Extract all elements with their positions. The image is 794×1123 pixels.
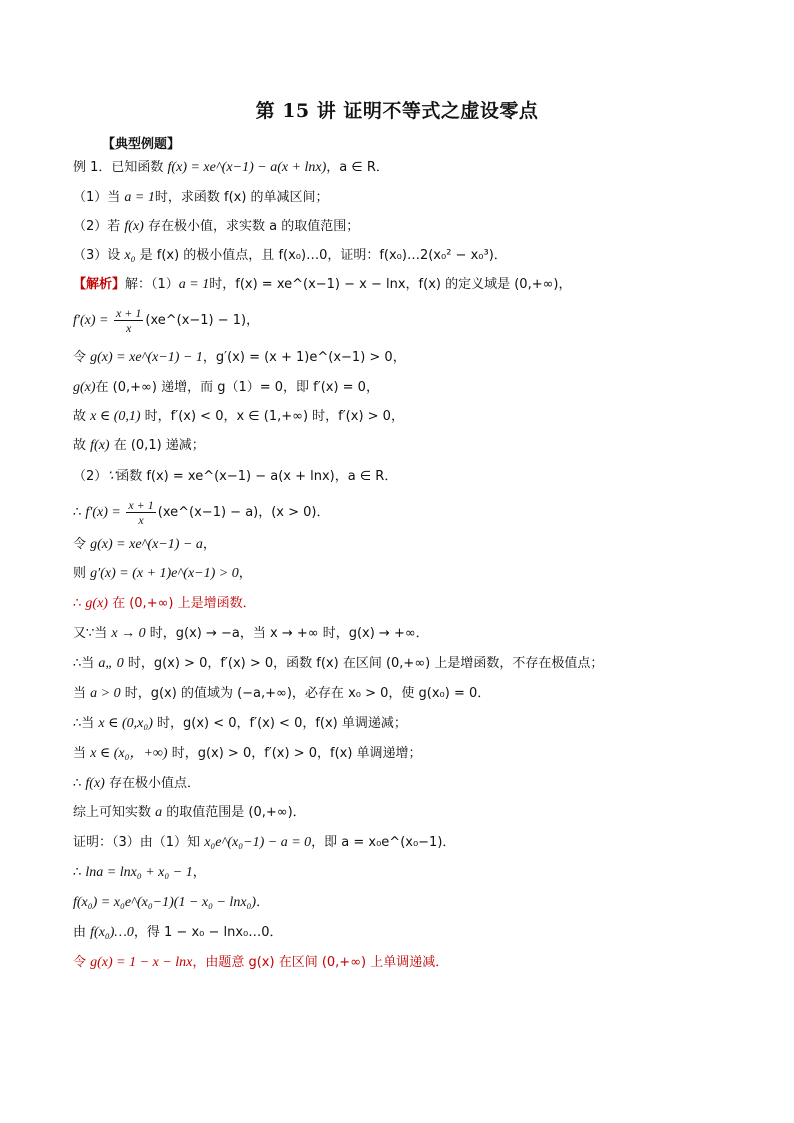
line-text: 综上可知实数: [73, 805, 156, 820]
line-text: 当: [73, 686, 91, 701]
solution-line: [73, 833, 763, 853]
solution-line: [73, 803, 763, 823]
solution-line: [73, 624, 763, 644]
analysis-label: 【解析】: [73, 277, 126, 292]
line-rest: 的取值范围是 (0,+∞)．: [162, 805, 306, 820]
line-rest: ，得 1 − x₀ − lnx₀…0．: [133, 925, 283, 940]
line-rest: 时，g(x) > 0，f′(x) > 0，函数 f(x) 在区间 (0,+∞) 上是增函数，不存在极值点；: [123, 656, 604, 671]
line-rest: ，: [238, 566, 252, 581]
solution-line: [73, 893, 763, 913]
line-text: ∴: [73, 596, 86, 611]
line-rest: 函数 f(x) = xe^(x−1) − a(x + lnx)，a ∈ R．: [116, 469, 398, 484]
fraction-numerator: x + 1: [128, 498, 154, 512]
math-expression: g′(x) = (x + 1)e^(x−1) > 0: [90, 566, 239, 581]
line-rest: 时，f(x) = xe^(x−1) − x − lnx，f(x) 的定义域是 (0,+∞)，: [209, 277, 572, 292]
line-text: ∴当: [73, 716, 99, 731]
solution-line: [73, 564, 763, 584]
math-expression: f(x): [90, 438, 110, 453]
line-text: 又∵当: [73, 626, 112, 641]
line-rest: ，由题意 g(x) 在区间 (0,+∞) 上单调递减．: [192, 955, 449, 970]
math-expression: x ∈ (0,1): [90, 409, 141, 424]
line-rest: 在 (0,+∞) 上是增函数．: [107, 596, 256, 611]
math-expression: f(x): [85, 776, 105, 791]
math-expression: g(x): [85, 596, 108, 611]
line-rest: (xe^(x−1) − a)，(x > 0)．: [157, 505, 330, 520]
solution-line: [73, 467, 763, 487]
math-expression: x → 0: [111, 626, 146, 641]
math-expression: a = 1: [178, 277, 210, 292]
line-text: （1）当: [73, 190, 125, 205]
solution-line: [73, 217, 763, 237]
line-text: ∴: [73, 776, 86, 791]
line-text: 令: [73, 350, 91, 365]
solution-line: [73, 306, 763, 335]
solution-line: [73, 498, 763, 527]
fraction: [114, 306, 143, 335]
math-expression: a„ 0: [98, 656, 124, 671]
line-rest: (xe^(x−1) − 1)，: [145, 313, 260, 328]
line-rest: ，g′(x) = (x + 1)e^(x−1) > 0，: [202, 350, 406, 365]
line-text: 令: [73, 955, 91, 970]
fraction: [126, 498, 155, 527]
math-expression: x ∈ (0,x₀): [98, 716, 153, 731]
line-text: （3）设: [73, 248, 125, 263]
math-expression: f(x) = xe^(x−1) − a(x + lnx): [167, 160, 327, 175]
line-text: 例 1．已知函数: [73, 160, 168, 175]
line-text: 令: [73, 537, 91, 552]
solution-line: [73, 275, 763, 295]
math-expression: x₀: [124, 248, 136, 263]
math-expression: x₀e^(x₀−1) − a = 0: [204, 835, 312, 850]
solution-line: [73, 378, 763, 398]
math-expression: a: [155, 805, 163, 820]
line-text: 当: [73, 746, 91, 761]
math-expression: f(x₀) = x₀e^(x₀−1)(1 − x₀ − lnx₀): [73, 895, 257, 910]
math-expression: g(x) = 1 − x − lnx: [90, 955, 193, 970]
line-text: ∴: [73, 865, 86, 880]
line-text: 故: [73, 438, 91, 453]
math-expression: a = 1: [124, 190, 155, 205]
fraction-denominator: x: [138, 513, 144, 527]
line-rest: ，: [192, 865, 206, 880]
solution-line: [73, 654, 763, 674]
math-expression: a > 0: [90, 686, 121, 701]
solution-line: [73, 158, 763, 178]
line-rest: ，即 a = x₀e^(x₀−1)．: [311, 835, 456, 850]
section-heading: 【典型例题】: [102, 137, 181, 152]
solution-line: [73, 246, 763, 266]
page-title: 第 15 讲 证明不等式之虚设零点: [255, 100, 539, 122]
solution-line: [73, 684, 763, 704]
line-rest: 时，g(x) → −a，当 x → +∞ 时，g(x) → +∞．: [145, 626, 429, 641]
line-rest: ，a ∈ R．: [326, 160, 389, 175]
line-rest: 存在极小值，求实数 a 的取值范围；: [143, 219, 360, 234]
line-rest: 时，g(x) > 0，f′(x) > 0，f(x) 单调递增；: [167, 746, 422, 761]
solution-line: [73, 348, 763, 368]
math-expression: g(x) = xe^(x−1) − a: [90, 537, 203, 552]
line-rest: 在 (0,+∞) 递增，而 g（1）= 0，即 f′(x) = 0，: [95, 380, 379, 395]
math-expression: f′(x) =: [73, 313, 112, 328]
math-expression: ∵: [107, 469, 117, 484]
line-rest: ．: [256, 895, 270, 910]
line-text: ∴当: [73, 656, 99, 671]
solution-line: [73, 407, 763, 427]
solution-line: [73, 594, 763, 614]
solution-line: [73, 436, 763, 456]
line-rest: 是 f(x) 的极小值点，且 f(x₀)…0，证明：f(x₀)…2(x₀² − x₀³)．: [135, 248, 507, 263]
line-text: 则: [73, 566, 91, 581]
line-rest: ，: [202, 537, 216, 552]
line-text: 证明：（3）由（1）知: [73, 835, 205, 850]
line-rest: 存在极小值点．: [104, 776, 200, 791]
line-text: 解：（1）: [125, 277, 179, 292]
solution-line: [73, 863, 763, 883]
solution-line: [73, 953, 763, 973]
math-expression: f′(x) =: [85, 505, 125, 520]
fraction-denominator: x: [125, 321, 132, 335]
line-text: ∴: [73, 505, 86, 520]
line-text: 由: [73, 925, 91, 940]
line-text: （2）: [73, 469, 108, 484]
math-expression: lna = lnx₀ + x₀ − 1: [85, 865, 193, 880]
line-rest: 时，g(x) 的值域为 (−a,+∞)，必存在 x₀ > 0，使 g(x₀) = 0．: [120, 686, 491, 701]
math-expression: f(x₀)…0: [90, 925, 134, 940]
solution-line: [73, 188, 763, 208]
solution-line: [73, 744, 763, 764]
solution-line: [73, 923, 763, 943]
line-rest: 时，g(x) < 0，f′(x) < 0，f(x) 单调递减；: [152, 716, 407, 731]
math-expression: x ∈ (x₀，+∞): [90, 746, 168, 761]
line-rest: 时，f′(x) < 0，x ∈ (1,+∞) 时，f′(x) > 0，: [140, 409, 404, 424]
line-text: （2）若: [73, 219, 125, 234]
solution-line: [73, 774, 763, 794]
math-expression: g(x) = xe^(x−1) − 1: [90, 350, 203, 365]
line-rest: 在 (0,1) 递减；: [109, 438, 205, 453]
solution-line: [73, 535, 763, 555]
solution-line: [73, 714, 763, 734]
math-expression: f(x): [124, 219, 144, 234]
line-rest: 时，求函数 f(x) 的单减区间；: [154, 190, 329, 205]
line-text: 故: [73, 409, 91, 424]
fraction-numerator: x + 1: [115, 306, 142, 320]
math-expression: g(x): [73, 380, 96, 395]
